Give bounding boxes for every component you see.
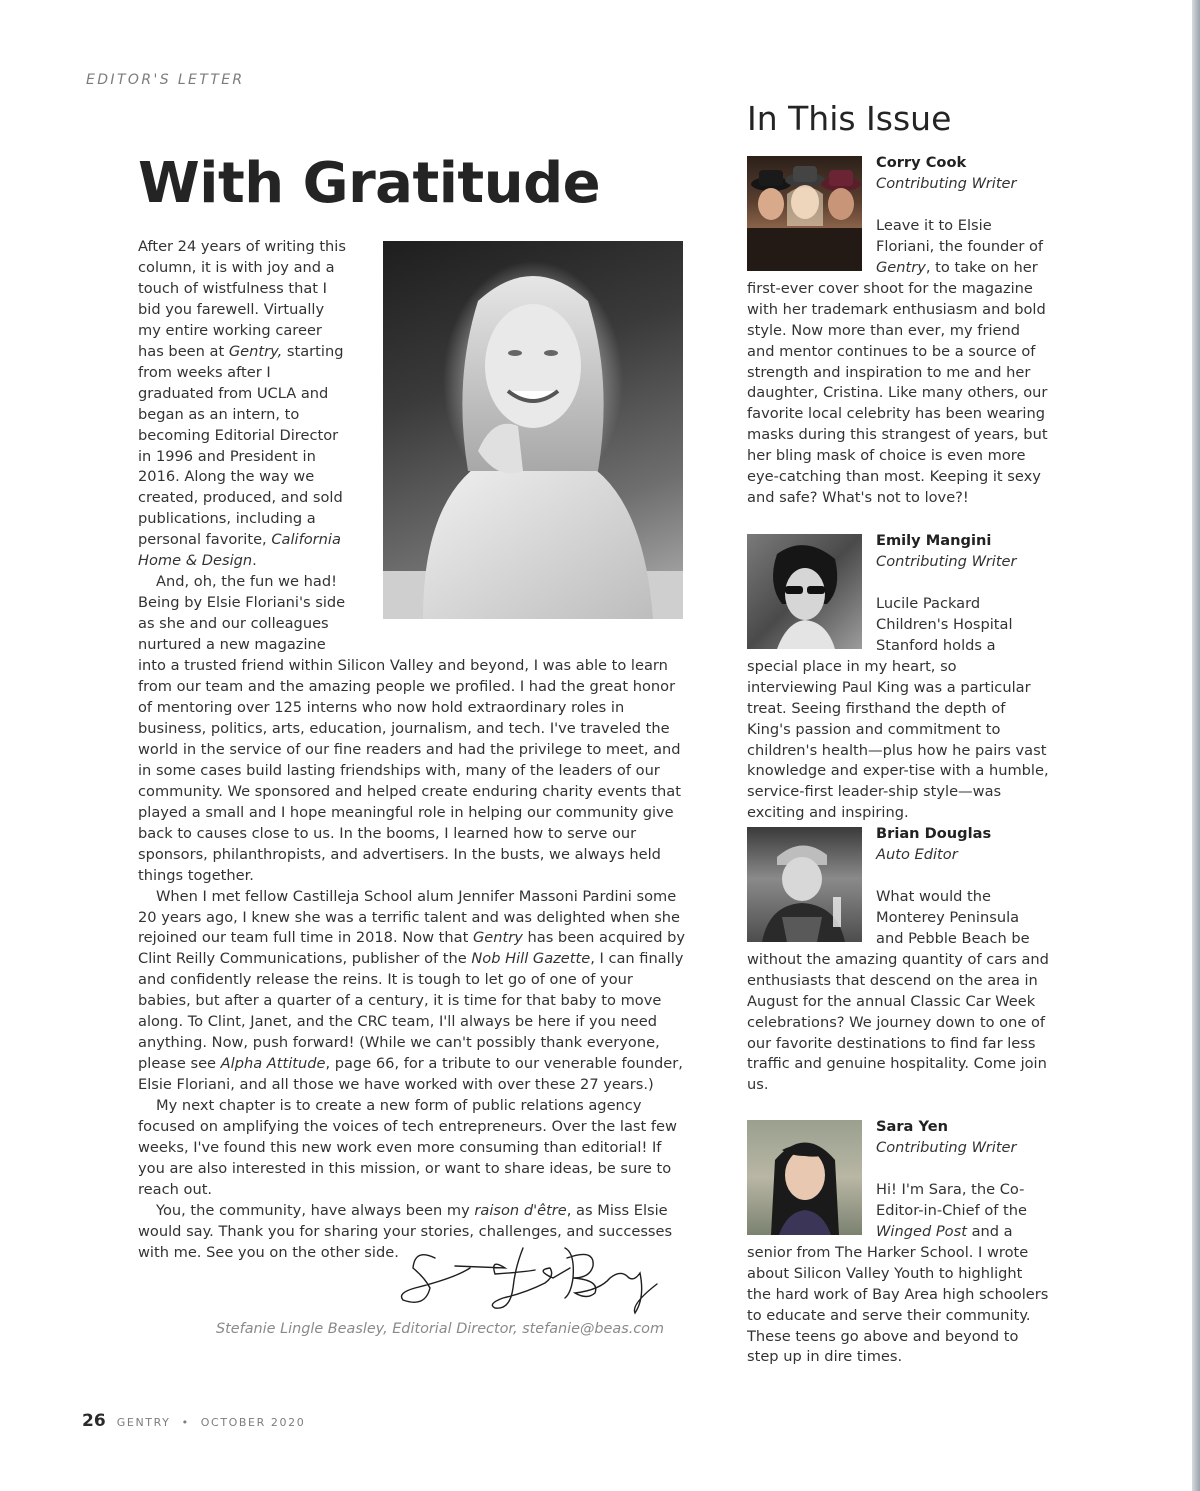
text-run: , page 66, for a tribute to our venerable founder, Elsie Floriani, and all those we have worked with over these 27 years.) — [138, 1055, 683, 1094]
section-label: EDITOR'S LETTER — [86, 72, 245, 88]
contributor-role: Contributing Writer — [876, 1138, 1017, 1156]
text-run: , I can finally and confidently release the reins. It is tough to let go of one of your babies, but after a quarter of a century, it is time for that baby to move along. To Clint, Janet, and the CRC team, I'll always be here if you need anything. Now, push forward! (While we can't possibly thank everyone, please see — [138, 950, 684, 1073]
contributor-role: Contributing Writer — [876, 552, 1017, 570]
text-run: and a senior from The Harker School. I wrote about Silicon Valley Youth to highlight the hard work of Bay Area high schoolers to educate and serve their community. These teens go above and beyond to step up in dire times. — [747, 1222, 1049, 1366]
contributor-role: Auto Editor — [876, 845, 958, 863]
contributor-photo — [747, 1120, 862, 1235]
contributor-photo — [747, 534, 862, 649]
text-run-italic: Nob Hill Gazette — [471, 950, 591, 968]
photo-wrap-spacer — [350, 237, 686, 637]
letter-headline: With Gratitude — [138, 151, 601, 216]
signature-credit: Stefanie Lingle Beasley, Editorial Director, stefanie@beas.com — [216, 1321, 664, 1337]
text-run: , to take on her first-ever cover shoot for the magazine with her trademark enthusiasm and bold style. Now more than ever, my friend and mentor continues to be a source of strength and inspiration to me and her daughter, Cristina. Like many others, our favorite local celebrity has been wearing masks during this strangest of years, but her bling mask of choice is even more eye-catching than most. Keeping it sexy and safe? What's not to love?! — [747, 258, 1048, 507]
contributor-photo — [747, 827, 862, 942]
letter-paragraph — [138, 887, 686, 1097]
contributor-card — [747, 153, 1049, 509]
text-run: After 24 years of writing this column, it is with joy and a touch of wistfulness that I bid you farewell. Virtually my entire working career has been at — [138, 238, 346, 360]
text-run-italic: California Home & Design — [138, 531, 341, 570]
page-edge-shadow — [1192, 0, 1200, 1491]
contributor-name: Sara Yen — [876, 1118, 948, 1135]
text-run: , as Miss Elsie would say. Thank you for sharing your stories, challenges, and successes with me. See you on the other side. — [138, 1201, 673, 1261]
page-folio — [82, 1411, 305, 1431]
contributor-role: Contributing Writer — [876, 174, 1017, 192]
handwritten-signature — [395, 1238, 665, 1318]
letter-body — [138, 237, 686, 1264]
contributor-bio: Lucile Packard Children's Hospital Stanford holds a special place in my heart, so interviewing Paul King was a particular treat. Seeing firsthand the depth of King's passion and commitment to children's health—plus how he pairs vast knowledge and exper-tise with a humble, service-first leader-ship style—was exciting and inspiring. — [747, 594, 1049, 822]
page-number: 26 — [82, 1411, 106, 1431]
group-photo-illustration — [747, 156, 862, 271]
portrait-illustration — [747, 1120, 862, 1235]
text-run: When I met fellow Castilleja School alum Jennifer Massoni Pardini some 20 years ago, I knew she was a terrific talent and was delighted when she rejoined our team full time in 2018. Now that — [138, 887, 681, 947]
contributor-name: Emily Mangini — [876, 532, 992, 549]
text-run: Leave it to Elsie Floriani, the founder of — [876, 216, 1044, 255]
text-run: Hi! I'm Sara, the Co-Editor-in-Chief of the — [876, 1180, 1027, 1219]
text-run-italic: Alpha Attitude — [220, 1055, 326, 1073]
letter-paragraph: And, oh, the fun we had! Being by Elsie Floriani's side as she and our colleagues nurtured a new magazine into a trusted friend within Silicon Valley and beyond, I was able to learn from our team and the amazing people we profiled. I had the great honor of mentoring over 125 interns who now hold extraordinary roles in business, politics, arts, education, journalism, and tech. I've traveled the world in the service of our fine readers and had the privilege to meet, and in some cases build lasting friendships with, many of the leaders of our community. We sponsored and helped create enduring charity events that played a small and I hope meaningful role in helping our community give back to causes close to us. In the booms, I learned how to serve our sponsors, philanthropists, and advertisers. In the busts, we always held things together. — [138, 573, 681, 884]
contributor-bio: What would the Monterey Peninsula and Pebble Beach be without the amazing quantity of cars and enthusiasts that descend on the area in August for the annual Classic Car Week celebrations? We journey down to one of our favorite destinations to find far less traffic and genuine hospitality. Come join us. — [747, 887, 1049, 1094]
letter-paragraph: My next chapter is to create a new form of public relations agency focused on amplifying the voices of tech entrepreneurs. Over the last few weeks, I've found this new work even more consuming than editorial! If you are also interested in this mission, or want to share ideas, be sure to reach out. — [138, 1097, 677, 1198]
contributor-name: Brian Douglas — [876, 825, 992, 842]
contributor-photo — [747, 156, 862, 271]
text-run: starting from weeks after I graduated from UCLA and began as an intern, to becoming Editorial Director in 1996 and President in 2016. Along the way we created, produced, and sold publications, including a personal favorite, — [138, 342, 344, 549]
contributor-card — [747, 1117, 1049, 1368]
text-run: . — [252, 552, 257, 570]
text-run-italic: raison d'être — [474, 1201, 567, 1219]
text-run-italic: Winged Post — [876, 1222, 967, 1240]
contributor-name: Corry Cook — [876, 154, 967, 171]
folio-separator: • — [181, 1416, 190, 1429]
text-run-italic: Gentry, — [228, 342, 283, 360]
contributor-card — [747, 824, 1049, 1096]
contributor-card — [747, 531, 1049, 824]
portrait-illustration — [747, 827, 862, 942]
text-run-italic: Gentry — [472, 929, 523, 947]
text-run: has been acquired by Clint Reilly Communications, publisher of the — [138, 929, 686, 968]
magazine-name: GENTRY — [116, 1416, 171, 1429]
text-run: You, the community, have always been my — [156, 1201, 475, 1219]
text-run-italic: Gentry — [876, 258, 926, 276]
portrait-illustration — [747, 534, 862, 649]
issue-date: OCTOBER 2020 — [200, 1416, 306, 1429]
in-this-issue-title: In This Issue — [747, 99, 952, 138]
